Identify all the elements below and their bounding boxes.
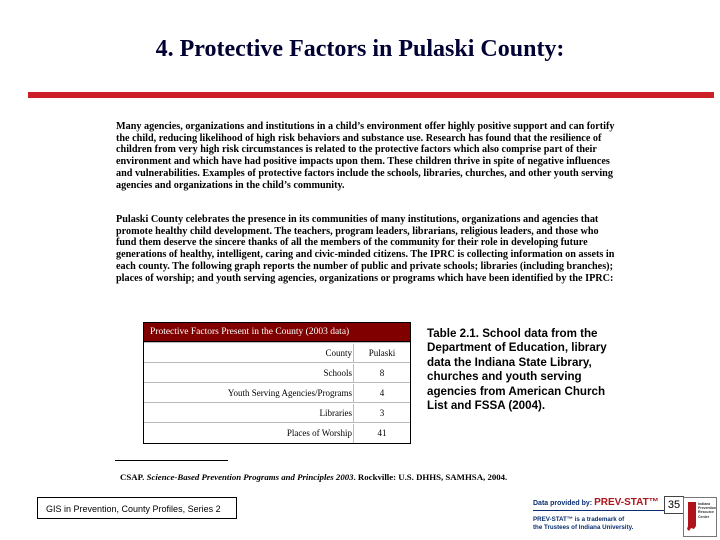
row-value: 4 — [353, 384, 410, 403]
protective-factors-table — [143, 322, 411, 444]
credit-divider — [533, 510, 673, 511]
table-caption: Table 2.1. School data from the Department of Education, library data the Indiana State Library, churches and youth serving agencies from American Church List and FSSA (2004). — [427, 327, 607, 413]
footnote-prefix: CSAP. — [120, 472, 147, 482]
intro-paragraph: Many agencies, organizations and institutions in a child’s environment offer highly positive support and can fortify the child, reducing likelihood of high risk behaviors and substance use. Research has found that the resilience of children from very high risk circumstances is related to the protective factors which also comprise part of their environment and which have had positive impacts upon them. These children thrive in spite of negative influences and vulnerabilities. Examples of protective factors include the schools, libraries, churches, and other youth serving agencies and organizations in the child’s community. — [116, 121, 615, 191]
row-value: 41 — [353, 424, 410, 443]
column-county: Pulaski — [353, 344, 410, 363]
logo-word: Center — [698, 514, 710, 519]
row-label: Places of Worship — [286, 428, 352, 438]
table-header-row — [144, 342, 410, 362]
page-title: 4. Protective Factors in Pulaski County: — [155, 36, 565, 62]
county-paragraph: Pulaski County celebrates the presence in its communities of many institutions, organizations and agencies that promote healthy child development. The teachers, program leaders, librarians, religious leaders, and those who fund them deserve the sincere thanks of all the members of the community for their role in developing future generations of healthy, intelligent, caring and civic-minded citizens. The IPRC is collecting information on assets in each county. The following graph reports the number of public and private schools; libraries (including branches); places of worship; and youth serving agencies, organizations or programs which have been identified by the IPRC: — [116, 214, 615, 284]
table-row — [144, 362, 410, 382]
page-number: 35 — [664, 496, 684, 514]
trademark-line-2: the Trustees of Indiana University. — [533, 524, 634, 531]
table-row — [144, 382, 410, 402]
prev-stat-brand: PREV-STAT™ — [594, 497, 659, 508]
footnote-divider — [115, 460, 228, 461]
footnote-title: Science-Based Prevention Programs and Principles 2003 — [146, 472, 354, 482]
logo-word: Resource — [698, 510, 714, 515]
row-value: 3 — [353, 404, 410, 423]
table-row — [144, 422, 410, 442]
table-heading: Protective Factors Present in the County (2003 data) — [144, 323, 410, 342]
iprc-logo — [683, 497, 717, 537]
row-value: 8 — [353, 364, 410, 383]
prev-stat-credit — [533, 497, 683, 532]
indiana-map-icon — [686, 502, 698, 532]
title-underline — [28, 92, 714, 98]
footnote — [120, 472, 640, 482]
trademark-line-1: PREV-STAT™ is a trademark of — [533, 516, 625, 523]
row-label: Libraries — [319, 408, 352, 418]
provided-by — [533, 497, 683, 508]
logo-text — [698, 502, 716, 519]
column-label: County — [325, 348, 352, 358]
footnote-suffix: . Rockville: U.S. DHHS, SAMHSA, 2004. — [353, 472, 508, 482]
row-label: Schools — [323, 368, 352, 378]
row-label: Youth Serving Agencies/Programs — [227, 388, 352, 398]
logo-word: Indiana — [698, 502, 711, 506]
series-label: GIS in Prevention, County Profiles, Series 2 — [37, 497, 237, 519]
logo-word: Prevention — [698, 506, 717, 511]
provided-by-text: Data provided by: — [533, 500, 593, 507]
table-row — [144, 402, 410, 422]
